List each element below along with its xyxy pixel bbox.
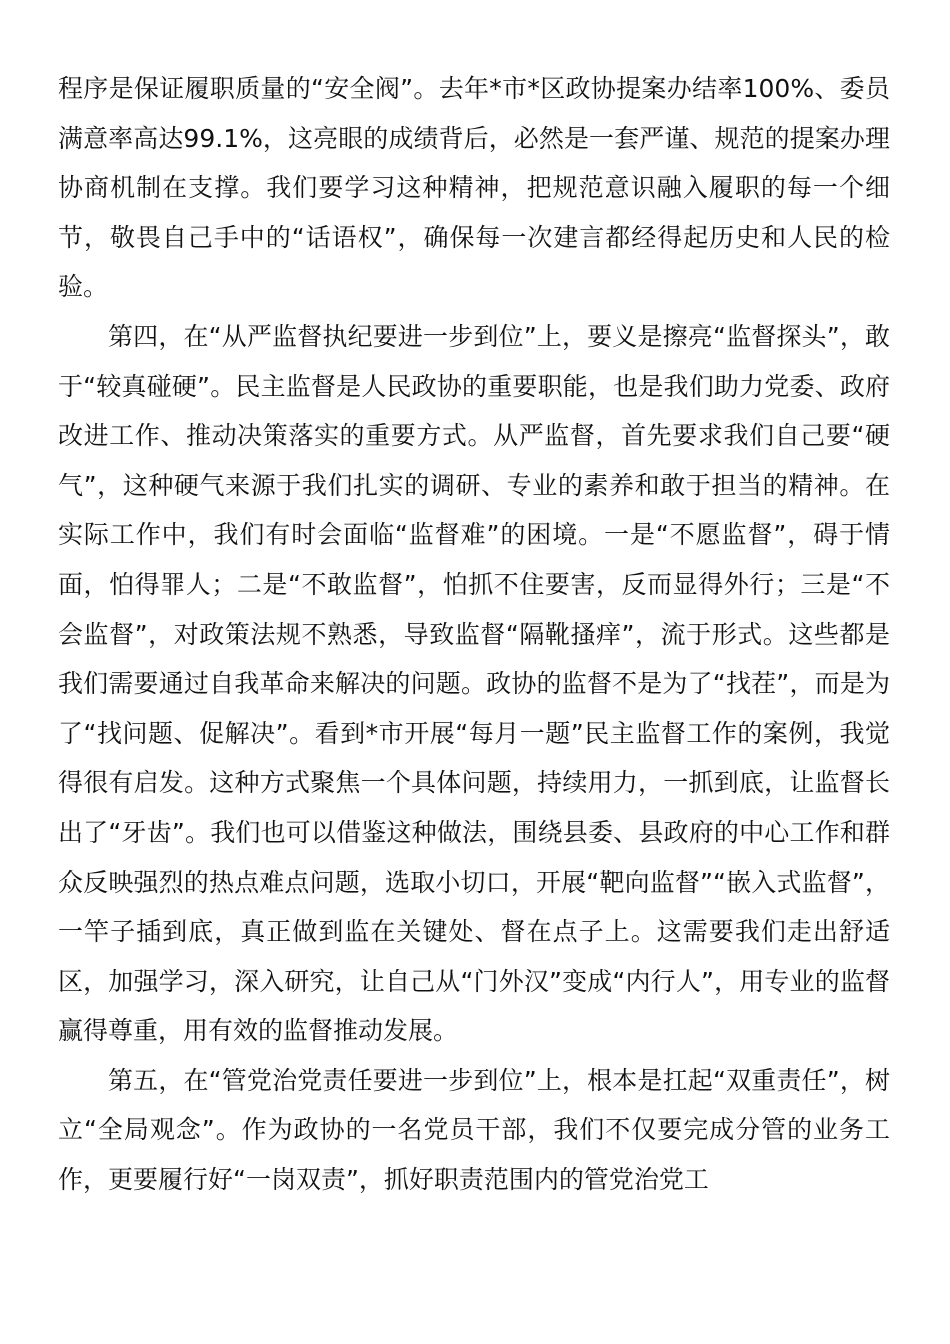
paragraph-continuation: 程序是保证履职质量的“安全阀”。去年*市*区政协提案办结率100%、委员满意率高达99.1%，这亮眼的成绩背后，必然是一套严谨、规范的提案办理协商机制在支撑。我们要学习这种精神，把规范意识融入履职的每一个细节，敬畏自己手中的“话语权”，确保每一次建言都经得起历史和人民的检验。 [58,74,890,302]
paragraph-point-five: 第五，在“管党治党责任要进一步到位”上，根本是扛起“双重责任”，树立“全局观念”。作为政协的一名党员干部，我们不仅要完成分管的业务工作，更要履行好“一岗双责”，抓好职责范围内的管党治党工 [58,1065,890,1195]
paragraph-point-four: 第四，在“从严监督执纪要进一步到位”上，要义是擦亮“监督探头”，敢于“较真碰硬”。民主监督是人民政协的重要职能，也是我们助力党委、政府改进工作、推动决策落实的重要方式。从严监督，首先要求我们自己要“硬气”，这种硬气来源于我们扎实的调研、专业的素养和敢于担当的精神。在实际工作中，我们有时会面临“监督难”的困境。一是“不愿监督”，碍于情面，怕得罪人；二是“不敢监督”，怕抓不住要害，反而显得外行；三是“不会监督”，对政策法规不熟悉，导致监督“隔靴搔痒”，流于形式。这些都是我们需要通过自我革命来解决的问题。政协的监督不是为了“找茬”，而是为了“找问题、促解决”。看到*市开展“每月一题”民主监督工作的案例，我觉得很有启发。这种方式聚焦一个具体问题，持续用力，一抓到底，让监督长出了“牙齿”。我们也可以借鉴这种做法，围绕县委、县政府的中心工作和群众反映强烈的热点难点问题，选取小切口，开展“靶向监督”“嵌入式监督”，一竿子插到底，真正做到监在关键处、督在点子上。这需要我们走出舒适区，加强学习，深入研究，让自己从“门外汉”变成“内行人”，用专业的监督赢得尊重，用有效的监督推动发展。 [58,321,891,1046]
document-body [58,64,890,1205]
